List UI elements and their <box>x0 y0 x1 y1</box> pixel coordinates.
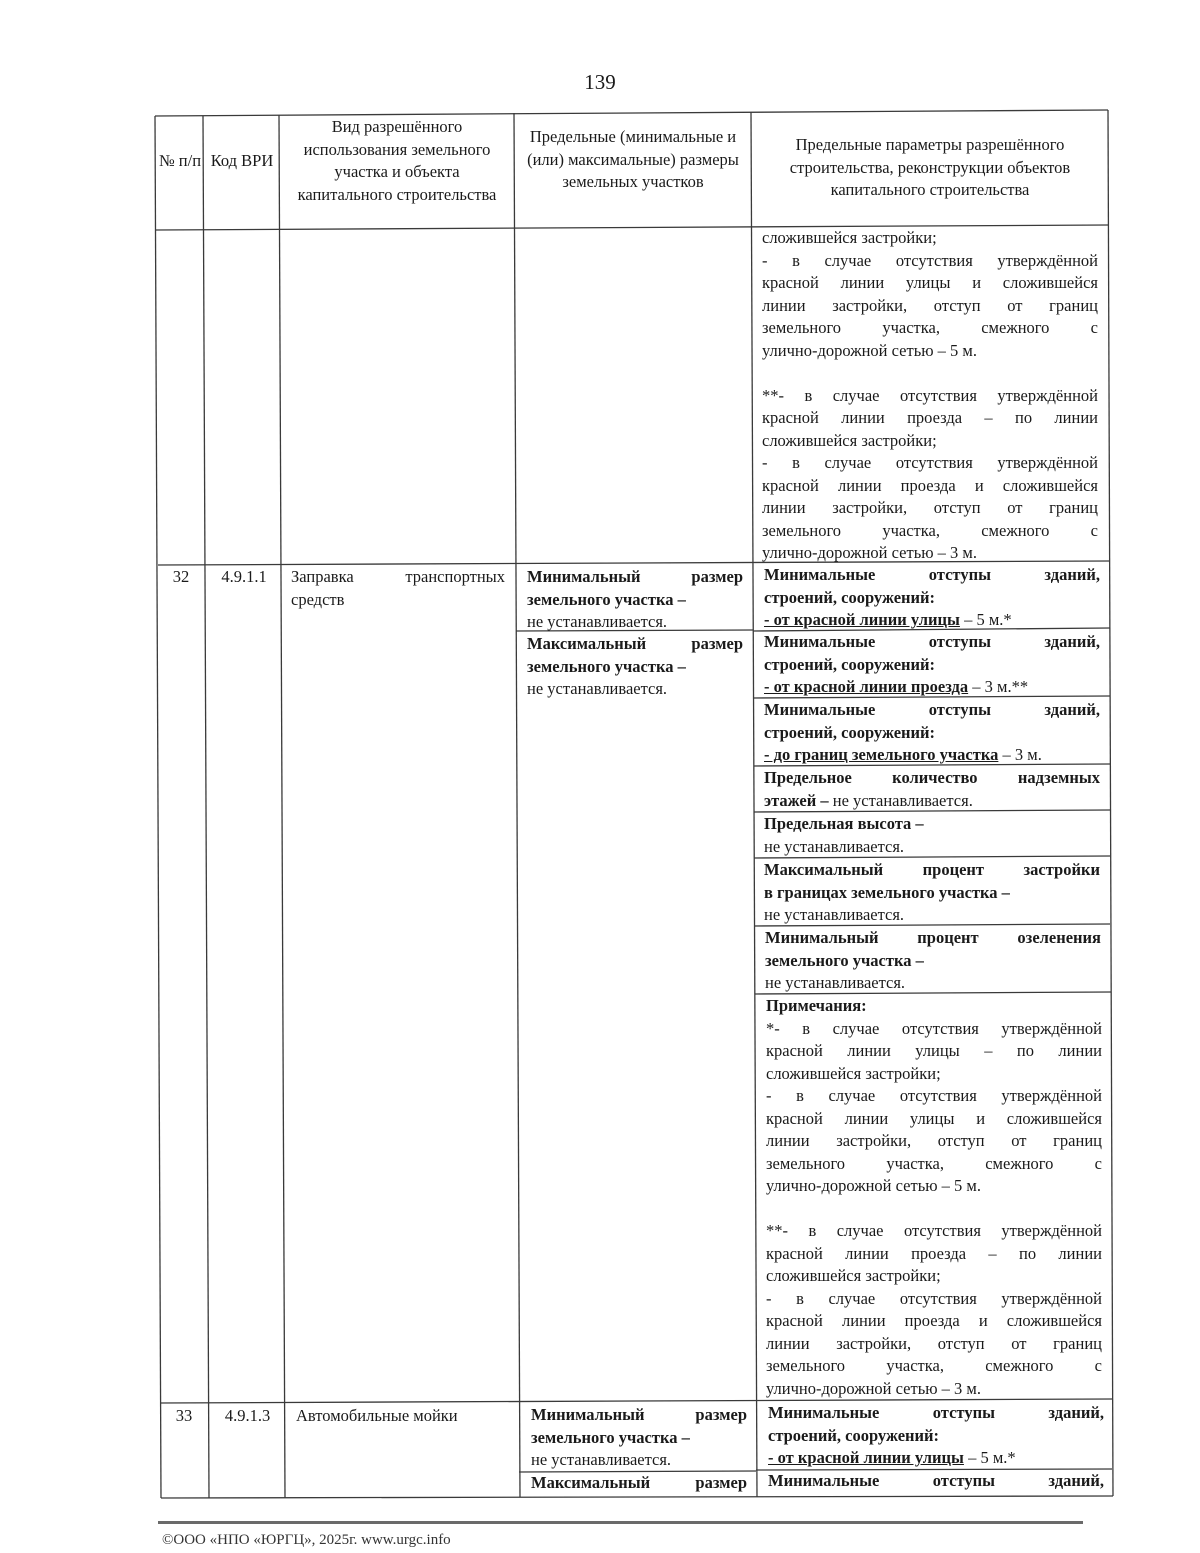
note-line: улично-дорожной сетью – 3 м. <box>766 1378 981 1398</box>
note-line: сложившейся застройки; <box>766 1266 941 1285</box>
note-line: красной линии проезда – по линии <box>766 1243 1102 1263</box>
note-line: - в случае отсутствия утверждённой <box>766 1288 1102 1308</box>
note-line: улично-дорожной сетью – 3 м. <box>762 543 977 562</box>
note-line: линии застройки, отступ от границ <box>766 1131 1102 1150</box>
note-line: красной линии проезда и сложившейся <box>766 1311 1102 1330</box>
footer-rule <box>158 1521 1083 1524</box>
note-line: сложившейся застройки; <box>762 430 937 450</box>
note-line: **- в случае отсутствия утверждённой <box>766 1221 1102 1240</box>
row32-notes <box>766 995 1102 1400</box>
note-line: - в случае отсутствия утверждённой <box>762 250 1098 270</box>
header-col-num: № п/п <box>158 151 202 170</box>
row32-param-boundary-setback: Минимальные отступы зданий, строений, сооружений: - до границ земельного участка – 3 м. <box>764 700 1100 764</box>
row32-code: 4.9.1.1 <box>221 567 267 586</box>
note-line: красной линии улицы и сложившейся <box>762 273 1098 292</box>
row32-num: 32 <box>172 567 190 586</box>
row32-param-street-setback: Минимальные отступы зданий, строений, сооружений: - от красной линии улицы – 5 м.* <box>764 565 1100 629</box>
note-line: улично-дорожной сетью – 5 м. <box>766 1176 981 1195</box>
note-line: земельного участка, смежного с <box>766 1356 1102 1375</box>
row33-min-size: Минимальный размер земельного участка – не устанавливается. <box>531 1405 747 1469</box>
note-line: красной линии проезда – по линии <box>762 408 1098 427</box>
note-line: красной линии улицы и сложившейся <box>766 1108 1102 1128</box>
note-line: **- в случае отсутствия утверждённой <box>762 385 1098 405</box>
row33-param-driveway-setback: Минимальные отступы зданий, <box>768 1471 1104 1490</box>
row32-param-greening: Минимальный процент озеленения земельного участка – не устанавливается. <box>765 928 1101 992</box>
note-line: линии застройки, отступ от границ <box>762 295 1098 315</box>
header-col-code: Код ВРИ <box>210 151 274 170</box>
row33-max-size: Максимальный размер <box>531 1473 747 1492</box>
notes-title: Примечания: <box>766 996 867 1015</box>
footer-copyright: ©ООО «НПО «ЮРГЦ», 2025г. www.urgc.info <box>162 1532 451 1548</box>
note-line: линии застройки, отступ от границ <box>766 1333 1102 1353</box>
note-line: линии застройки, отступ от границ <box>762 498 1098 517</box>
header-col-params: Предельные параметры разрешённого строительства, реконструкции объектов капитального строительства <box>789 135 1071 199</box>
note-line: земельного участка, смежного с <box>762 318 1098 337</box>
note-line: сложившейся застройки; <box>766 1063 941 1083</box>
header-col-size: Предельные (минимальные и (или) максимальные) размеры земельных участков <box>527 127 739 191</box>
row33-type: Автомобильные мойки <box>296 1406 458 1425</box>
row33-code: 4.9.1.3 <box>224 1406 271 1425</box>
note-line: сложившейся застройки; <box>762 228 937 247</box>
note-line: - в случае отсутствия утверждённой <box>766 1086 1102 1105</box>
row32-type: Заправка транспортных средств <box>291 567 505 609</box>
note-line: *- в случае отсутствия утверждённой <box>766 1018 1102 1038</box>
note-line: красной линии улицы – по линии <box>766 1041 1102 1060</box>
row32-param-coverage: Максимальный процент застройки в границах земельного участка – не устанавливается. <box>764 860 1100 924</box>
note-line: - в случае отсутствия утверждённой <box>762 453 1098 472</box>
row33-num: 33 <box>175 1406 193 1425</box>
note-line: красной линии проезда и сложившейся <box>762 475 1098 495</box>
page-number: 139 <box>584 70 616 94</box>
row32-min-size: Минимальный размер земельного участка – не устанавливается. <box>527 567 743 631</box>
note-line: улично-дорожной сетью – 5 м. <box>762 340 977 360</box>
row32-max-size: Максимальный размер земельного участка – не устанавливается. <box>527 634 743 698</box>
continuation-notes <box>762 227 1098 565</box>
row32-param-height: Предельная высота – не устанавливается. <box>764 814 924 856</box>
note-line: земельного участка, смежного с <box>766 1153 1102 1173</box>
note-line: земельного участка, смежного с <box>762 520 1098 540</box>
header-col-type: Вид разрешённого использования земельного участка и объекта капитального строительства <box>297 117 497 204</box>
row33-param-street-setback: Минимальные отступы зданий, строений, сооружений: - от красной линии улицы – 5 м.* <box>768 1403 1104 1467</box>
row32-param-driveway-setback: Минимальные отступы зданий, строений, сооружений: - от красной линии проезда – 3 м.** <box>764 632 1100 696</box>
row32-param-floors: Предельное количество надземных этажей – не устанавливается. <box>764 768 1100 810</box>
